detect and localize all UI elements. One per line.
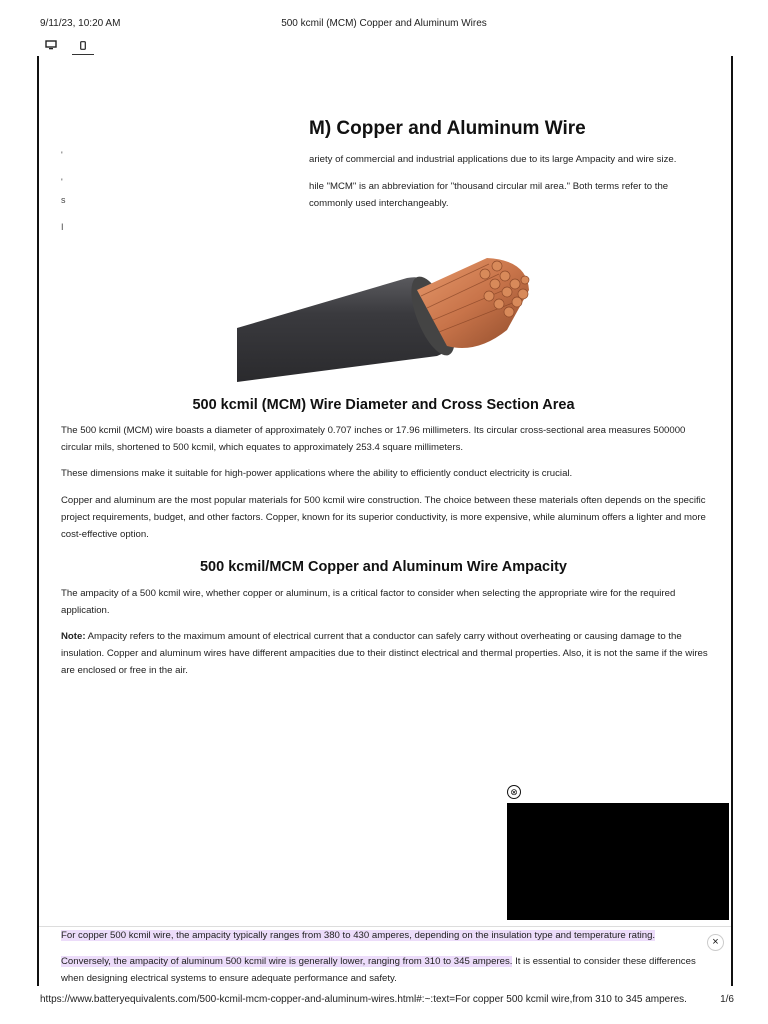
- paragraph: The 500 kcmil (MCM) wire boasts a diameter of approximately 0.707 inches or 17.96 millimeters. Its circular cross-sectional area measures 500000 circular mils, shortened to 500 kcmil, which equates to approximately 253.4 square millimeters.: [61, 425, 686, 453]
- intro-line: hile "MCM" is an abbreviation for "thousand circular mil area." Both terms refer to the: [309, 181, 669, 192]
- clipped-text-fragment: s: [61, 195, 66, 205]
- mobile-view-button[interactable]: [72, 38, 94, 55]
- page-frame-right-border: [731, 56, 733, 986]
- note-text: Ampacity refers to the maximum amount of electrical current that a conductor can safely carry without overheating or causing damage to the insulation. Copper and aluminum wires have different ampacities due to their distinct electrical and thermal properties. Also, it is not the same if the wires are enclosed or free in the air.: [61, 631, 708, 676]
- section-heading-ampacity: 500 kcmil/MCM Copper and Aluminum Wire Ampacity: [199, 559, 567, 575]
- print-page-number: 1/6: [720, 994, 734, 1005]
- paragraph: [61, 953, 709, 987]
- clipped-text-fragment: ': [61, 150, 63, 160]
- clipped-text-fragment: I: [61, 222, 64, 232]
- note-paragraph: [61, 628, 709, 679]
- note-label: Note:: [61, 631, 86, 642]
- highlighted-paragraph: [61, 927, 701, 944]
- device-toggle: [42, 38, 94, 55]
- paragraph: These dimensions make it suitable for high-power applications where the ability to efficiently conduct electricity is crucial.: [61, 468, 573, 479]
- close-icon[interactable]: ×: [707, 934, 724, 951]
- intro-line: commonly used interchangeably.: [309, 198, 449, 209]
- paragraph: Copper and aluminum are the most popular materials for 500 kcmil wire construction. The choice between these materials often depends on the specific project requirements, budget, and other factors. Copper, known for its superior conductivity, is more expensive, while aluminum offers a lighter and more cost-effective option.: [61, 495, 706, 540]
- page-frame-left-border: [37, 56, 39, 986]
- paragraph: The ampacity of a 500 kcmil wire, whether copper or aluminum, is a critical factor to consider when selecting the appropriate wire for the required application.: [61, 588, 676, 616]
- desktop-view-button[interactable]: [42, 38, 60, 52]
- desktop-icon: [45, 40, 57, 50]
- text-highlight: For copper 500 kcmil wire, the ampacity typically ranges from 380 to 430 amperes, depending on the insulation type and temperature rating.: [61, 930, 656, 941]
- section-heading-diameter: 500 kcmil (MCM) Wire Diameter and Cross Section Area: [192, 397, 575, 413]
- text-highlight: Conversely, the ampacity of aluminum 500 kcmil wire is generally lower, ranging from 310 to 345 amperes.: [61, 956, 513, 967]
- intro-line: ariety of commercial and industrial applications due to its large Ampacity and wire size.: [309, 154, 677, 165]
- print-url: https://www.batteryequivalents.com/500-kcmil-mcm-copper-and-aluminum-wires.html#:~:text=For copper 500 kcmil wire,from 310 to 345 amperes.: [40, 994, 687, 1005]
- mobile-icon: [80, 41, 86, 50]
- print-header: [0, 18, 768, 32]
- copper-cable-image: [237, 250, 537, 382]
- print-datetime: 9/11/23, 10:20 AM: [40, 18, 121, 29]
- ad-close-icon[interactable]: ⊗: [507, 785, 521, 799]
- advertisement[interactable]: [507, 803, 729, 920]
- article-title: M) Copper and Aluminum Wire: [309, 118, 586, 139]
- print-footer: [0, 994, 768, 1008]
- paragraph-text: It is essential to consider these differences when designing electrical systems to ensure adequate performance and safety.: [61, 956, 696, 984]
- clipped-text-fragment: ': [61, 177, 63, 187]
- print-page-title: 500 kcmil (MCM) Copper and Aluminum Wires: [281, 18, 487, 29]
